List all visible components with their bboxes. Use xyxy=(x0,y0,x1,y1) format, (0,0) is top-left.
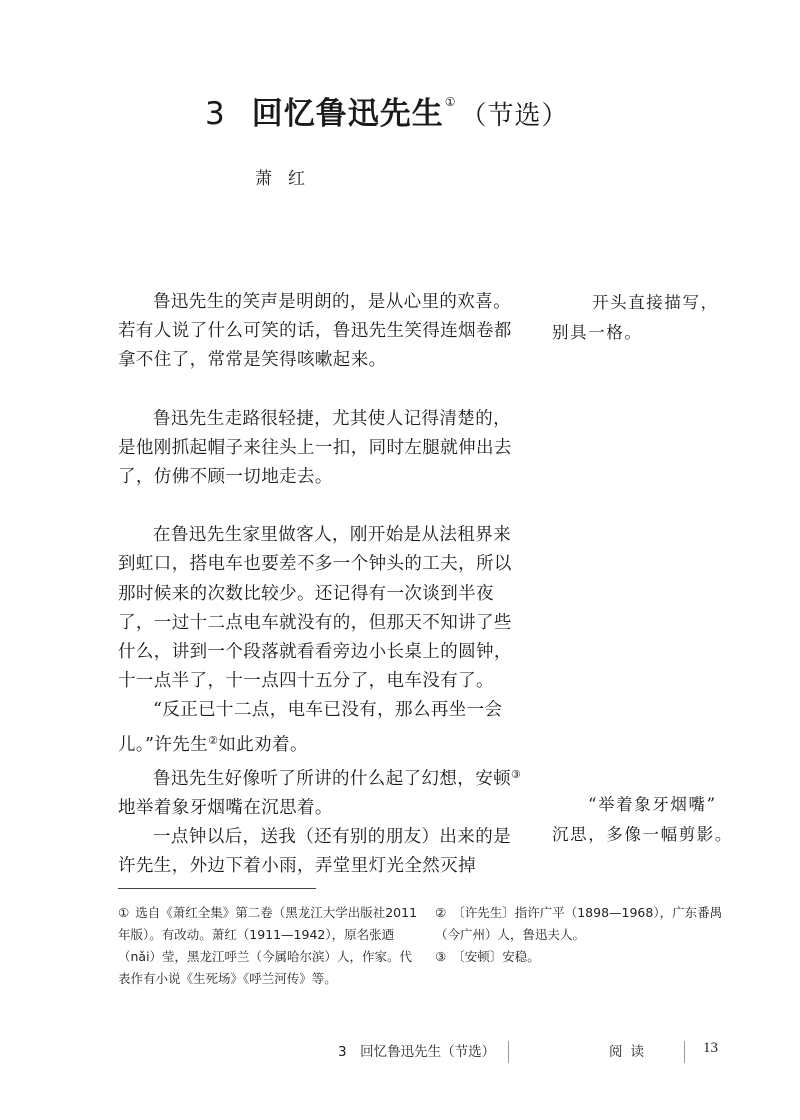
footnote-3-mark: ③ xyxy=(435,949,447,964)
footnote-mark-2[interactable]: ② xyxy=(208,733,219,747)
paragraph-5-text-b: 地举着象牙烟嘴在沉思着。 xyxy=(118,798,333,819)
footnote-2-text: 〔许先生〕指许广平（1898—1968），广东番禺（今广州）人，鲁迅夫人。 xyxy=(435,905,723,942)
paragraph-3: 在鲁迅先生家里做客人，刚开始是从法租界来到虹口，搭电车也要差不多一个钟头的工夫，所以那时候来的次数比较少。还记得有一次谈到半夜了，一过十二点电车就没有的，但那天不知讲了些什么，讲到一个段落就看看旁边小长桌上的圆钟，十一点半了，十一点四十五分了，电车没有了。 xyxy=(118,525,512,692)
footnote-3 xyxy=(435,946,735,968)
chapter-number: 3 xyxy=(205,96,226,132)
paragraph-4-text-b: 如此劝着。 xyxy=(218,734,308,755)
margin-note-1-line-2: 别具一格。 xyxy=(552,322,643,342)
margin-note-1-line-1: 开头直接描写， xyxy=(592,293,719,312)
footer-chapter-title: 3 回忆鲁迅先生（节选） xyxy=(338,1044,496,1060)
title-footnote-mark[interactable]: ① xyxy=(444,95,457,109)
footnote-1 xyxy=(118,902,418,990)
paragraph-5-text-a: 鲁迅先生好像听了所讲的什么起了幻想，安顿 xyxy=(153,768,511,789)
title-subtitle: （节选） xyxy=(460,101,569,131)
footer-divider-2 xyxy=(684,1041,685,1063)
footer-divider-1 xyxy=(508,1041,509,1063)
footnotes-right xyxy=(435,902,735,968)
footnote-2-mark: ② xyxy=(435,905,447,920)
footnote-mark-3[interactable]: ③ xyxy=(511,767,522,781)
footnote-1-mark: ① xyxy=(118,905,130,920)
paragraph-4 xyxy=(118,696,522,759)
title-text: 回忆鲁迅先生 xyxy=(251,96,444,132)
paragraph-5 xyxy=(118,760,522,823)
margin-note-2 xyxy=(552,790,732,849)
footer-section-label: 阅读 xyxy=(609,1044,652,1060)
article-body xyxy=(118,288,522,882)
footnote-1-text: 选自《萧红全集》第二卷（黑龙江大学出版社2011年版）。有改动。萧红（1911—1942），原名张迺（nǎi）莹，黑龙江呼兰（今属哈尔滨）人，作家。代表作有小说《生死场》《呼兰河传》等。 xyxy=(118,905,418,986)
paragraph-6: 一点钟以后，送我（还有别的朋友）出来的是许先生，外边下着小雨，弄堂里灯光全然灭掉 xyxy=(118,827,511,877)
page-title xyxy=(205,88,569,133)
footnote-3-text: 〔安顿〕安稳。 xyxy=(452,949,540,964)
footnote-2 xyxy=(435,902,735,946)
paragraph-4-text-a: “反正已十二点，电车已没有，那么再坐一会儿。”许先生 xyxy=(118,700,503,755)
paragraph-1: 鲁迅先生的笑声是明朗的，是从心里的欢喜。若有人说了什么可笑的话，鲁迅先生笑得连烟卷都拿不住了，常常是笑得咳嗽起来。 xyxy=(118,292,512,371)
paragraph-2: 鲁迅先生走路很轻捷，尤其使人记得清楚的，是他刚抓起帽子来往头上一扣，同时左腿就伸出去了，仿佛不顾一切地走去。 xyxy=(118,408,512,488)
margin-note-1 xyxy=(552,288,732,347)
margin-note-2-line-2: 沉思，多像一幅剪影。 xyxy=(552,824,733,844)
page-number: 13 xyxy=(703,1040,718,1056)
author-name: 萧红 xyxy=(255,169,321,189)
footnote-divider xyxy=(118,888,316,889)
margin-note-2-line-1: “举着象牙烟嘴” xyxy=(588,795,717,814)
